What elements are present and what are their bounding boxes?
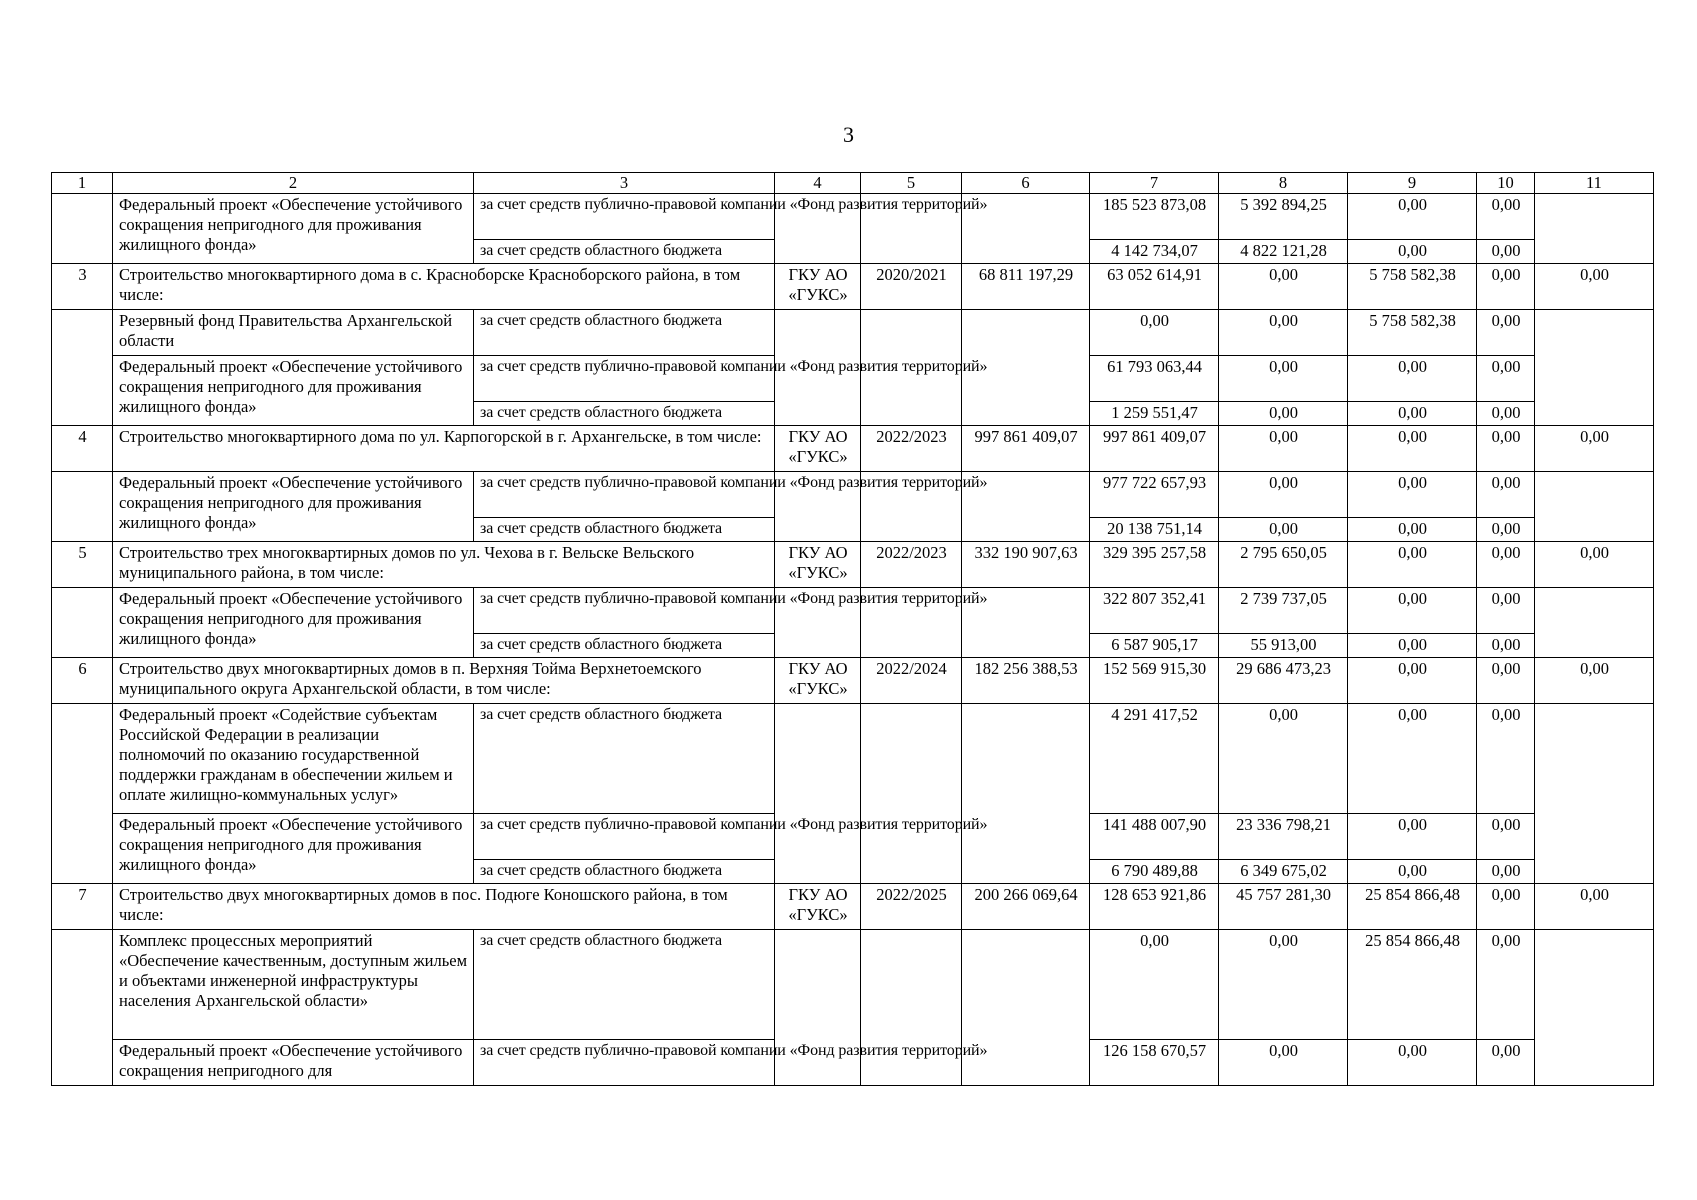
project-name: Федеральный проект «Обеспечение устойчивого сокращения непригодного для проживания жилищного фонда» (113, 194, 474, 264)
amount-cell: 6 587 905,17 (1090, 634, 1219, 658)
amount-cell: 0,00 (1219, 402, 1348, 426)
empty-cell (52, 704, 113, 884)
item-number: 4 (52, 426, 113, 472)
amount-cell: 0,00 (1348, 240, 1477, 264)
empty-cell (962, 930, 1090, 1086)
empty-cell (1535, 194, 1654, 264)
funding-source: за счет средств публично-правовой компании «Фонд развития территорий» (474, 1040, 775, 1086)
empty-cell (861, 704, 962, 884)
amount-cell: 25 854 866,48 (1348, 884, 1477, 930)
column-header: 8 (1219, 173, 1348, 194)
project-name: Федеральный проект «Обеспечение устойчивого сокращения непригодного для проживания жилищного фонда» (113, 472, 474, 542)
amount-cell: 0,00 (1477, 860, 1535, 884)
amount-cell: 0,00 (1477, 704, 1535, 814)
years: 2020/2021 (861, 264, 962, 310)
years: 2022/2023 (861, 542, 962, 588)
object-title: Строительство многоквартирного дома по ул. Карпогорской в г. Архангельске, в том числе: (113, 426, 775, 472)
amount-cell: 0,00 (1348, 634, 1477, 658)
amount-cell: 0,00 (1477, 426, 1535, 472)
amount-cell: 128 653 921,86 (1090, 884, 1219, 930)
amount-cell: 4 822 121,28 (1219, 240, 1348, 264)
empty-cell (52, 588, 113, 658)
amount-cell: 0,00 (1219, 356, 1348, 402)
funding-source: за счет средств публично-правовой компании «Фонд развития территорий» (474, 814, 775, 860)
project-name: Федеральный проект «Обеспечение устойчивого сокращения непригодного для (113, 1040, 474, 1086)
amount-cell: 0,00 (1219, 264, 1348, 310)
amount-cell: 5 758 582,38 (1348, 310, 1477, 356)
amount-cell: 0,00 (1477, 658, 1535, 704)
funding-source: за счет средств областного бюджета (474, 634, 775, 658)
amount-cell: 0,00 (1348, 472, 1477, 518)
total-cost: 182 256 388,53 (962, 658, 1090, 704)
budget-table (51, 172, 1654, 1086)
object-row (52, 426, 1654, 472)
column-header: 11 (1535, 173, 1654, 194)
item-number: 6 (52, 658, 113, 704)
amount-cell: 322 807 352,41 (1090, 588, 1219, 634)
empty-cell (775, 704, 861, 884)
project-name: Федеральный проект «Содействие субъектам Российской Федерации в реализации полномочий по оказанию государственной поддержки гражданам в обеспечении жильем и оплате жилищно-коммунальных услуг» (113, 704, 474, 814)
organization: ГКУ АО «ГУКС» (775, 426, 861, 472)
organization: ГКУ АО «ГУКС» (775, 884, 861, 930)
empty-cell (52, 194, 113, 264)
empty-cell (1535, 588, 1654, 658)
organization: ГКУ АО «ГУКС» (775, 264, 861, 310)
amount-cell: 0,00 (1348, 402, 1477, 426)
amount-cell: 0,00 (1535, 884, 1654, 930)
amount-cell: 6 349 675,02 (1219, 860, 1348, 884)
column-header: 9 (1348, 173, 1477, 194)
empty-cell (861, 930, 962, 1086)
funding-source: за счет средств областного бюджета (474, 310, 775, 356)
amount-cell: 29 686 473,23 (1219, 658, 1348, 704)
amount-cell: 0,00 (1477, 240, 1535, 264)
amount-cell: 0,00 (1348, 1040, 1477, 1086)
funding-source: за счет средств областного бюджета (474, 518, 775, 542)
amount-cell: 55 913,00 (1219, 634, 1348, 658)
empty-cell (962, 704, 1090, 884)
table-row (52, 472, 1654, 518)
amount-cell: 4 142 734,07 (1090, 240, 1219, 264)
amount-cell: 25 854 866,48 (1348, 930, 1477, 1040)
column-header: 4 (775, 173, 861, 194)
amount-cell: 329 395 257,58 (1090, 542, 1219, 588)
amount-cell: 0,00 (1477, 634, 1535, 658)
amount-cell: 0,00 (1348, 356, 1477, 402)
amount-cell: 185 523 873,08 (1090, 194, 1219, 240)
amount-cell: 0,00 (1535, 542, 1654, 588)
years: 2022/2024 (861, 658, 962, 704)
empty-cell (1535, 930, 1654, 1086)
amount-cell: 0,00 (1219, 310, 1348, 356)
amount-cell: 0,00 (1477, 930, 1535, 1040)
amount-cell: 2 795 650,05 (1219, 542, 1348, 588)
years: 2022/2023 (861, 426, 962, 472)
empty-cell (1535, 472, 1654, 542)
amount-cell: 977 722 657,93 (1090, 472, 1219, 518)
amount-cell: 0,00 (1477, 356, 1535, 402)
project-name: Комплекс процессных мероприятий «Обеспечение качественным, доступным жильем и объектами инженерной инфраструктуры населения Архангельской области» (113, 930, 474, 1040)
amount-cell: 0,00 (1477, 814, 1535, 860)
table-row (52, 310, 1654, 356)
item-number: 3 (52, 264, 113, 310)
total-cost: 332 190 907,63 (962, 542, 1090, 588)
amount-cell: 0,00 (1477, 264, 1535, 310)
table-row (52, 588, 1654, 634)
amount-cell: 0,00 (1348, 542, 1477, 588)
object-row (52, 264, 1654, 310)
total-cost: 200 266 069,64 (962, 884, 1090, 930)
amount-cell: 0,00 (1348, 426, 1477, 472)
amount-cell: 0,00 (1535, 264, 1654, 310)
column-header: 10 (1477, 173, 1535, 194)
amount-cell: 0,00 (1090, 310, 1219, 356)
amount-cell: 0,00 (1219, 518, 1348, 542)
table-row (52, 194, 1654, 240)
object-title: Строительство трех многоквартирных домов по ул. Чехова в г. Вельске Вельского муниципального района, в том числе: (113, 542, 775, 588)
total-cost: 68 811 197,29 (962, 264, 1090, 310)
amount-cell: 997 861 409,07 (1090, 426, 1219, 472)
amount-cell: 5 392 894,25 (1219, 194, 1348, 240)
empty-cell (1535, 310, 1654, 426)
amount-cell: 0,00 (1477, 884, 1535, 930)
object-row (52, 542, 1654, 588)
amount-cell: 0,00 (1219, 426, 1348, 472)
item-number: 5 (52, 542, 113, 588)
amount-cell: 0,00 (1477, 310, 1535, 356)
column-header: 2 (113, 173, 474, 194)
amount-cell: 0,00 (1535, 658, 1654, 704)
amount-cell: 0,00 (1348, 658, 1477, 704)
amount-cell: 4 291 417,52 (1090, 704, 1219, 814)
amount-cell: 0,00 (1219, 930, 1348, 1040)
organization: ГКУ АО «ГУКС» (775, 542, 861, 588)
header-row (52, 173, 1654, 194)
object-title: Строительство двух многоквартирных домов в пос. Подюге Коношского района, в том числе: (113, 884, 775, 930)
funding-source: за счет средств областного бюджета (474, 704, 775, 814)
object-title: Строительство многоквартирного дома в с. Красноборске Красноборского района, в том числе: (113, 264, 775, 310)
amount-cell: 152 569 915,30 (1090, 658, 1219, 704)
amount-cell: 0,00 (1090, 930, 1219, 1040)
amount-cell: 0,00 (1477, 472, 1535, 518)
object-title: Строительство двух многоквартирных домов в п. Верхняя Тойма Верхнетоемского муниципального округа Архангельской области, в том числе: (113, 658, 775, 704)
amount-cell: 45 757 281,30 (1219, 884, 1348, 930)
funding-source: за счет средств публично-правовой компании «Фонд развития территорий» (474, 588, 775, 634)
table-row (52, 930, 1654, 1040)
amount-cell: 0,00 (1219, 1040, 1348, 1086)
funding-source: за счет средств областного бюджета (474, 860, 775, 884)
amount-cell: 2 739 737,05 (1219, 588, 1348, 634)
project-name: Федеральный проект «Обеспечение устойчивого сокращения непригодного для проживания жилищного фонда» (113, 356, 474, 426)
funding-source: за счет средств публично-правовой компании «Фонд развития территорий» (474, 472, 775, 518)
amount-cell: 126 158 670,57 (1090, 1040, 1219, 1086)
empty-cell (1535, 704, 1654, 884)
amount-cell: 0,00 (1348, 704, 1477, 814)
amount-cell: 0,00 (1477, 518, 1535, 542)
amount-cell: 0,00 (1477, 194, 1535, 240)
item-number: 7 (52, 884, 113, 930)
amount-cell: 0,00 (1348, 814, 1477, 860)
funding-source: за счет средств публично-правовой компании «Фонд развития территорий» (474, 194, 775, 240)
funding-source: за счет средств областного бюджета (474, 402, 775, 426)
page-number: 3 (843, 122, 854, 147)
empty-cell (52, 930, 113, 1086)
total-cost: 997 861 409,07 (962, 426, 1090, 472)
amount-cell: 0,00 (1477, 542, 1535, 588)
table-row (52, 704, 1654, 814)
funding-source: за счет средств областного бюджета (474, 930, 775, 1040)
amount-cell: 0,00 (1477, 588, 1535, 634)
amount-cell: 23 336 798,21 (1219, 814, 1348, 860)
column-header: 1 (52, 173, 113, 194)
column-header: 7 (1090, 173, 1219, 194)
column-header: 3 (474, 173, 775, 194)
amount-cell: 0,00 (1219, 704, 1348, 814)
empty-cell (52, 472, 113, 542)
amount-cell: 0,00 (1348, 588, 1477, 634)
object-row (52, 884, 1654, 930)
object-row (52, 658, 1654, 704)
column-header: 5 (861, 173, 962, 194)
funding-source: за счет средств публично-правовой компании «Фонд развития территорий» (474, 356, 775, 402)
amount-cell: 1 259 551,47 (1090, 402, 1219, 426)
amount-cell: 141 488 007,90 (1090, 814, 1219, 860)
years: 2022/2025 (861, 884, 962, 930)
amount-cell: 5 758 582,38 (1348, 264, 1477, 310)
amount-cell: 0,00 (1219, 472, 1348, 518)
project-name: Федеральный проект «Обеспечение устойчивого сокращения непригодного для проживания жилищного фонда» (113, 588, 474, 658)
amount-cell: 63 052 614,91 (1090, 264, 1219, 310)
empty-cell (52, 310, 113, 426)
organization: ГКУ АО «ГУКС» (775, 658, 861, 704)
amount-cell: 20 138 751,14 (1090, 518, 1219, 542)
amount-cell: 0,00 (1477, 1040, 1535, 1086)
amount-cell: 0,00 (1477, 402, 1535, 426)
amount-cell: 0,00 (1348, 860, 1477, 884)
project-name: Федеральный проект «Обеспечение устойчивого сокращения непригодного для проживания жилищного фонда» (113, 814, 474, 884)
amount-cell: 6 790 489,88 (1090, 860, 1219, 884)
project-name: Резервный фонд Правительства Архангельской области (113, 310, 474, 356)
amount-cell: 0,00 (1348, 194, 1477, 240)
amount-cell: 0,00 (1348, 518, 1477, 542)
empty-cell (775, 930, 861, 1086)
amount-cell: 61 793 063,44 (1090, 356, 1219, 402)
funding-source: за счет средств областного бюджета (474, 240, 775, 264)
column-header: 6 (962, 173, 1090, 194)
amount-cell: 0,00 (1535, 426, 1654, 472)
